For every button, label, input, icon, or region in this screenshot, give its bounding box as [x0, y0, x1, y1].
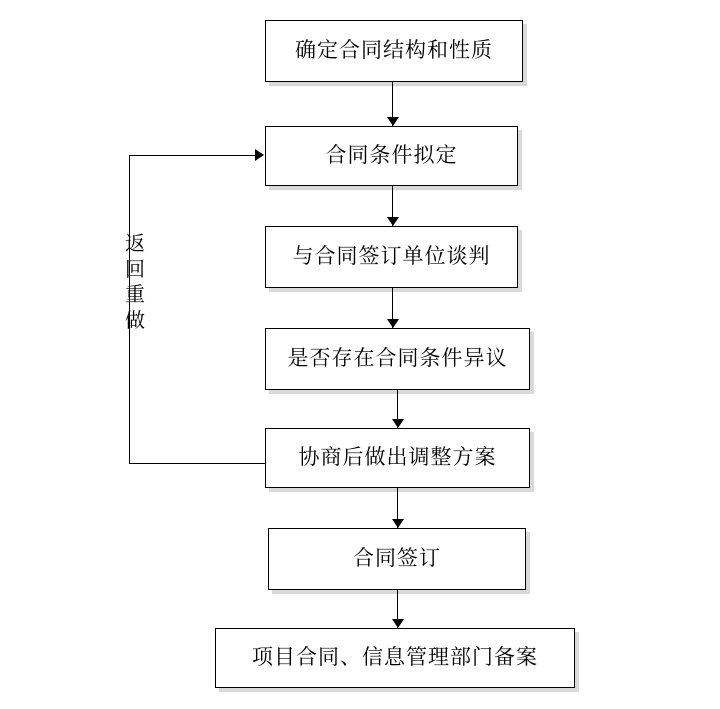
flow-node-check-contract-objections[interactable] — [265, 328, 530, 390]
flow-node-negotiate-with-signing-party[interactable] — [265, 226, 518, 288]
arrowhead-feedback-loop-icon — [255, 149, 264, 161]
arrowhead-n3-n4-icon — [387, 319, 399, 328]
feedback-connector-top-segment — [129, 155, 257, 156]
flow-node-file-with-contract-info-department[interactable] — [215, 628, 575, 688]
flow-node-draft-contract-terms[interactable] — [265, 126, 518, 186]
flow-node-label: 与合同签订单位谈判 — [292, 244, 491, 269]
flow-node-adjustment-plan-after-negotiation[interactable] — [265, 428, 530, 488]
flow-node-label: 协商后做出调整方案 — [298, 445, 497, 470]
flow-node-label: 合同签订 — [353, 546, 441, 571]
flow-node-label: 项目合同、信息管理部门备案 — [252, 645, 538, 670]
arrowhead-n5-n6-icon — [392, 519, 404, 528]
flow-node-label: 是否存在合同条件异议 — [287, 346, 508, 371]
flow-node-determine-contract-structure[interactable] — [265, 20, 523, 82]
arrowhead-n4-n5-icon — [392, 419, 404, 428]
feedback-connector-bottom-segment — [129, 463, 265, 464]
flow-node-label: 合同条件拟定 — [325, 143, 458, 168]
arrowhead-n2-n3-icon — [387, 217, 399, 226]
flow-node-label: 确定合同结构和性质 — [295, 38, 493, 63]
flow-node-sign-contract[interactable] — [268, 528, 526, 590]
arrowhead-n6-n7-icon — [392, 619, 404, 628]
feedback-loop-label: 返回重做 — [125, 233, 145, 332]
arrowhead-n1-n2-icon — [387, 117, 399, 126]
